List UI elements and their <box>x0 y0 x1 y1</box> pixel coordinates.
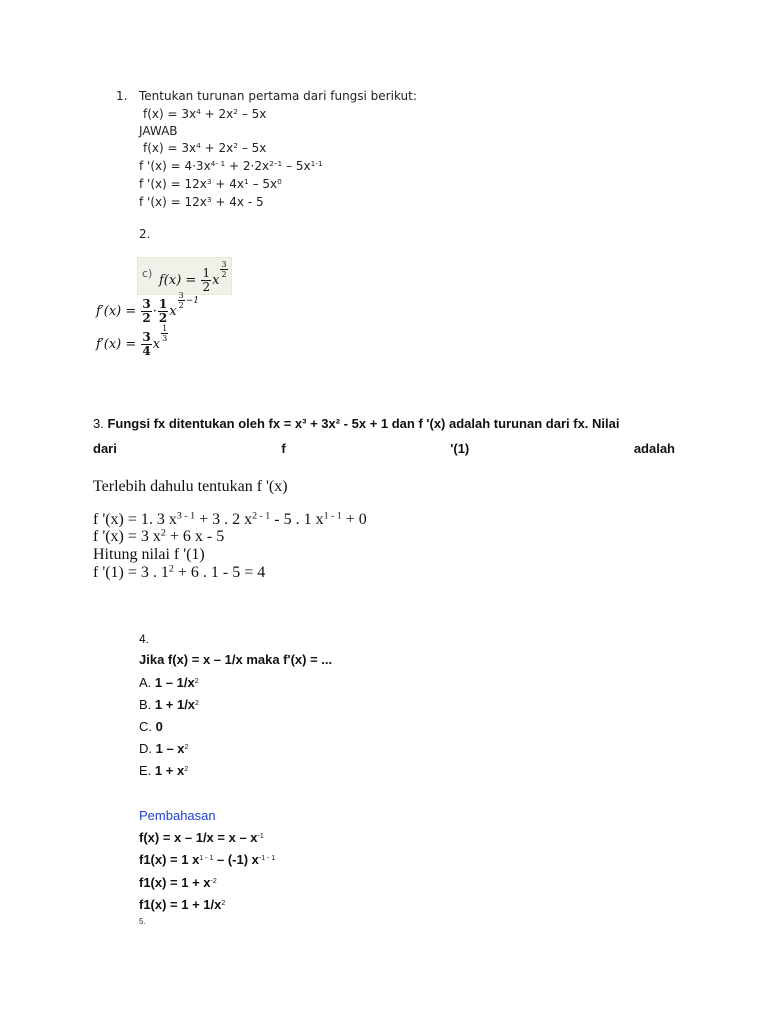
option-a: A. $1 - 1/x^2$ <box>139 675 199 690</box>
discussion-line-1: $f(x) = x - 1/x = x - x^{-1}$ <box>139 830 264 845</box>
derivative-line-2: f′(x) = $\frac{3}{4}$ x $\frac{1}{3}$ <box>96 324 168 358</box>
question-number-5: 5. <box>139 917 146 926</box>
solution-intro: Terlebih dahulu tentukan f '(x) <box>93 478 288 495</box>
solution-line-2: f '$(x) = 4\cdot 3x^{4- 1} + 2\cdot 2x^{2-1} - 5x^{1-1}$ <box>139 158 323 173</box>
option-b: B. $1 + 1/x^2$ <box>139 697 199 712</box>
derivative-line-1: f′(x) = $\frac{3}{2}$ · $\frac{1}{2}$ x $\frac{3}{2}$ −1 <box>96 291 199 325</box>
exponent: $\frac{3}{2}$ <box>221 260 227 279</box>
formula-box <box>137 257 232 295</box>
solution-line-4: f '$(x) = 12x^3 + 4x - 5$ <box>139 194 264 209</box>
box-label: c) <box>142 267 153 280</box>
solution-line-1: $f(x) = 3x^4 + 2x^2 - 5x$ <box>143 140 267 155</box>
formula-f: f(x) = $\frac{1}{2}$ x $\frac{3}{2}$ <box>159 260 227 294</box>
question-3-row-2: dari f '(1) adalah <box>93 441 675 456</box>
discussion-line-4: $f1(x) = 1 + 1/x^2$ <box>139 897 226 912</box>
discussion-heading: Pembahasan <box>139 808 216 823</box>
question-3: 3. Fungsi fx ditentukan oleh fx = x³ + 3x² - 5x + 1 dan f '(x) adalah turunan dari fx. Nilai <box>93 416 620 431</box>
solution-3-line-1: f '(x) = 1. 3 $x^{3 - 1} + 3$ . 2 $x^{2 - 1} - 5$ . 1 $x^{1 - 1} + 0$ <box>93 510 367 528</box>
question-number: 1. <box>116 89 128 103</box>
function-line: $f(x) = 3x^4 + 2x^2 - 5x$ <box>143 106 267 121</box>
solution-3-line-2: f '(x) = 3 $x^2 + 6$ x - 5 <box>93 527 225 545</box>
solution-line-3: f '$(x) = 12x^3 + 4x^1 - 5x^0$ <box>139 176 282 191</box>
question-number-4: 4. <box>139 632 150 646</box>
question-number-2: 2. <box>139 227 151 241</box>
option-e: E. $1 + x^2$ <box>139 763 189 778</box>
option-d: D. $1 - x^2$ <box>139 741 189 756</box>
answer-label: JAWAB <box>139 124 178 138</box>
question-text: Tentukan turunan pertama dari fungsi berikut: <box>139 89 417 103</box>
option-c: C. 0 <box>139 719 163 734</box>
solution-3-line-4: f '(1) = 3 . $1^2 + 6$ . 1 - 5 = 4 <box>93 563 266 581</box>
solution-3-line-3: Hitung nilai f '(1) <box>93 546 205 563</box>
fraction: $\frac{1}{2}$ <box>202 266 211 294</box>
discussion-line-2: f1(x) = 1 $x^{1 - 1} - (-1)$ $x^{-1 - 1}$ <box>139 852 276 867</box>
discussion-line-3: $f1(x) = 1 + x^{-2}$ <box>139 875 217 890</box>
question-4-text: Jika f(x) = x – 1/x maka f'(x) = ... <box>139 652 333 667</box>
